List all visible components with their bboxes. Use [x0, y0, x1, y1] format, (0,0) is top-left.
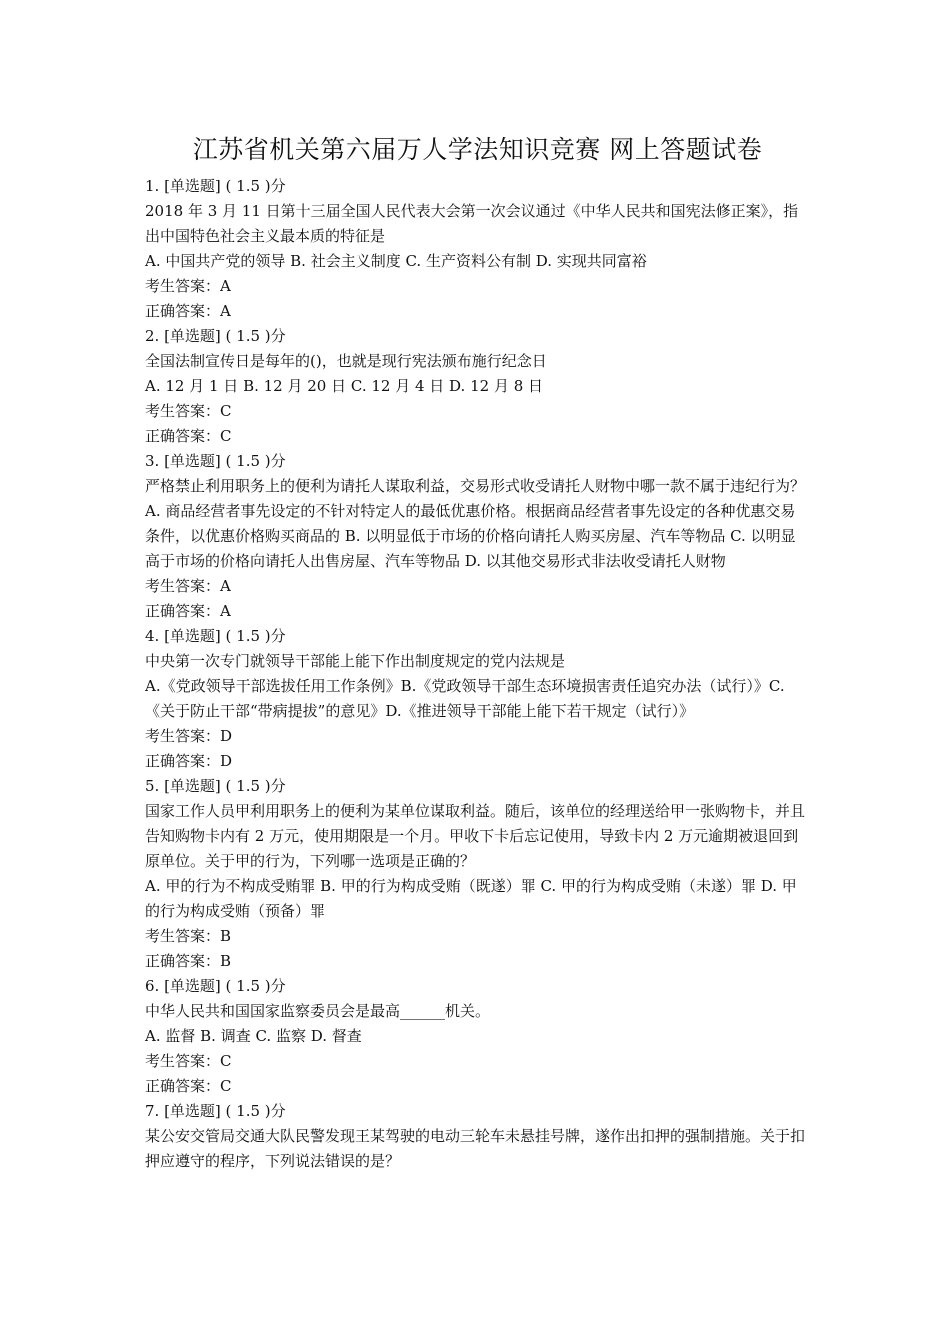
candidate-answer — [145, 399, 810, 424]
correct-answer-label: 正确答案： — [145, 952, 221, 970]
question-header: 5. [单选题] ( 1.5 )分 — [145, 777, 286, 795]
question-3 — [145, 449, 810, 624]
correct-answer-label: 正确答案： — [145, 1077, 221, 1095]
candidate-answer — [145, 1049, 810, 1074]
question-stem: 严格禁止利用职务上的便利为请托人谋取利益，交易形式收受请托人财物中哪一款不属于违纪行为？ — [145, 477, 806, 495]
question-stem: 全国法制宣传日是每年的()，也就是现行宪法颁布施行纪念日 — [145, 352, 547, 370]
question-header: 6. [单选题] ( 1.5 )分 — [145, 977, 286, 995]
question-stem: 2018 年 3 月 11 日第十三届全国人民代表大会第一次会议通过《中华人民共和国宪法修正案》，指出中国特色社会主义最本质的特征是 — [145, 202, 799, 245]
candidate-answer — [145, 274, 810, 299]
question-header: 4. [单选题] ( 1.5 )分 — [145, 627, 286, 645]
correct-answer-value: C — [220, 427, 232, 445]
question-stem: 国家工作人员甲利用职务上的便利为某单位谋取利益。随后，该单位的经理送给甲一张购物卡，并且告知购物卡内有 2 万元，使用期限是一个月。甲收下卡后忘记使用，导致卡内 2 万元逾期被退回到原单位。关于甲的行为，下列哪一选项是正确的？ — [145, 802, 806, 870]
correct-answer-value: A — [220, 302, 231, 320]
correct-answer-label: 正确答案： — [145, 752, 221, 770]
correct-answer-value: B — [220, 952, 232, 970]
correct-answer-label: 正确答案： — [145, 602, 221, 620]
correct-answer-value: D — [220, 752, 233, 770]
correct-answer — [145, 424, 810, 449]
question-options: A. 监督 B. 调查 C. 监察 D. 督查 — [145, 1027, 362, 1045]
candidate-answer — [145, 724, 810, 749]
correct-answer — [145, 1074, 810, 1099]
question-header: 7. [单选题] ( 1.5 )分 — [145, 1102, 286, 1120]
correct-answer-value: C — [220, 1077, 232, 1095]
candidate-answer-label: 考生答案： — [145, 577, 221, 595]
correct-answer — [145, 749, 810, 774]
candidate-answer-label: 考生答案： — [145, 277, 221, 295]
question-options: A. 中国共产党的领导 B. 社会主义制度 C. 生产资料公有制 D. 实现共同富裕 — [145, 252, 647, 270]
question-options: A.《党政领导干部选拔任用工作条例》B.《党政领导干部生态环境损害责任追究办法（试行）》C.《关于防止干部“带病提拔”的意见》D.《推进领导干部能上能下若干规定（试行）》 — [145, 677, 785, 720]
correct-answer-value: A — [220, 602, 231, 620]
question-stem: 中华人民共和国国家监察委员会是最高______机关。 — [145, 1002, 491, 1020]
question-5 — [145, 774, 810, 974]
question-header: 2. [单选题] ( 1.5 )分 — [145, 327, 286, 345]
question-header: 3. [单选题] ( 1.5 )分 — [145, 452, 286, 470]
candidate-answer-label: 考生答案： — [145, 727, 221, 745]
candidate-answer-value: A — [220, 277, 231, 295]
candidate-answer — [145, 574, 810, 599]
document-page — [145, 128, 810, 1174]
question-options: A. 商品经营者事先设定的不针对特定人的最低优惠价格。根据商品经营者事先设定的各种优惠交易条件，以优惠价格购买商品的 B. 以明显低于市场的价格向请托人购买房屋、汽车等物品 C. 以明显高于市场的价格向请托人出售房屋、汽车等物品 D. 以其他交易形式非法收受请托人财物 — [145, 502, 796, 570]
candidate-answer-value: B — [220, 927, 232, 945]
candidate-answer-value: C — [220, 1052, 232, 1070]
question-7 — [145, 1099, 810, 1174]
question-options: A. 12 月 1 日 B. 12 月 20 日 C. 12 月 4 日 D. 12 月 8 日 — [145, 377, 544, 395]
question-2 — [145, 324, 810, 449]
correct-answer — [145, 599, 810, 624]
candidate-answer-value: A — [220, 577, 231, 595]
question-stem: 中央第一次专门就领导干部能上能下作出制度规定的党内法规是 — [145, 652, 566, 670]
document-title: 江苏省机关第六届万人学法知识竞赛 网上答题试卷 — [192, 135, 763, 164]
question-header: 1. [单选题] ( 1.5 )分 — [145, 177, 286, 195]
question-6 — [145, 974, 810, 1099]
question-1 — [145, 174, 810, 324]
question-stem: 某公安交管局交通大队民警发现王某驾驶的电动三轮车未悬挂号牌，遂作出扣押的强制措施。关于扣押应遵守的程序，下列说法错误的是？ — [145, 1127, 806, 1170]
candidate-answer-value: D — [220, 727, 233, 745]
candidate-answer-value: C — [220, 402, 232, 420]
correct-answer-label: 正确答案： — [145, 427, 221, 445]
candidate-answer-label: 考生答案： — [145, 927, 221, 945]
candidate-answer-label: 考生答案： — [145, 402, 221, 420]
question-options: A. 甲的行为不构成受贿罪 B. 甲的行为构成受贿（既遂）罪 C. 甲的行为构成受贿（未遂）罪 D. 甲的行为构成受贿（预备）罪 — [145, 877, 797, 920]
candidate-answer — [145, 924, 810, 949]
correct-answer-label: 正确答案： — [145, 302, 221, 320]
question-4 — [145, 624, 810, 774]
correct-answer — [145, 949, 810, 974]
candidate-answer-label: 考生答案： — [145, 1052, 221, 1070]
correct-answer — [145, 299, 810, 324]
